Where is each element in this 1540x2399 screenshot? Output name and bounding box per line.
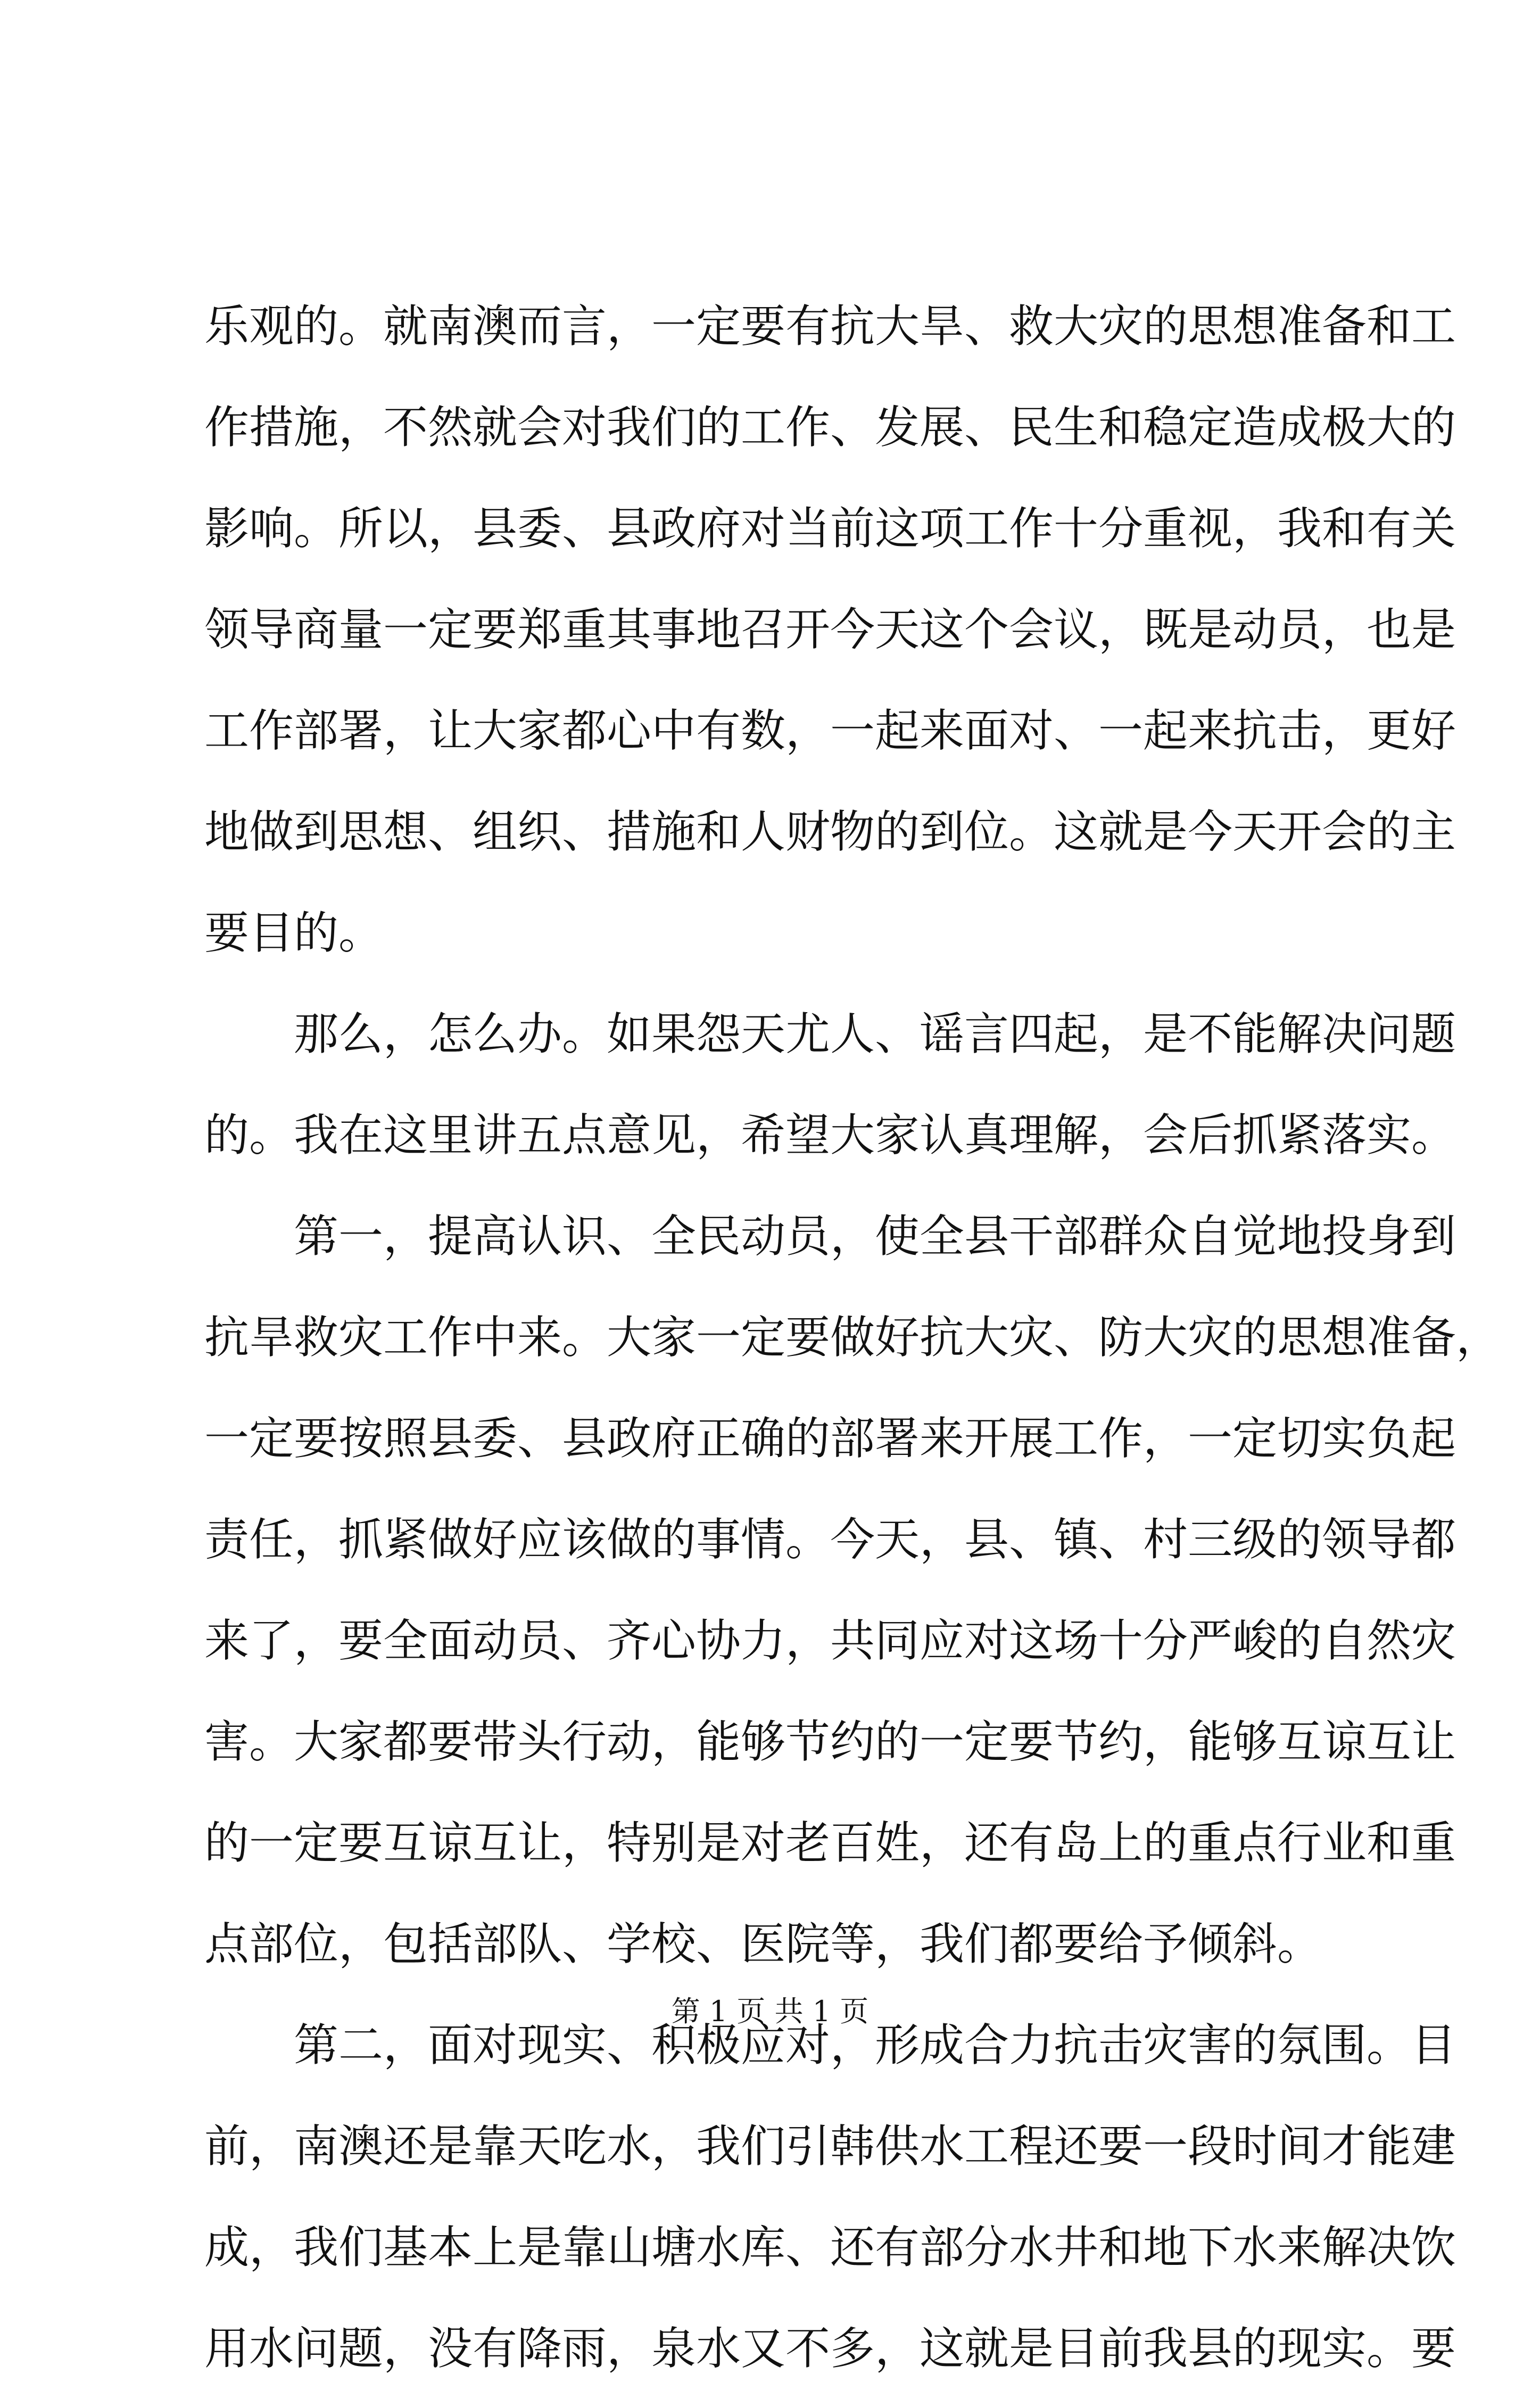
text-line: 领导商量一定要郑重其事地召开今天这个会议，既是动员，也是 [204, 603, 1456, 656]
text-line: 影响。所以，县委、县政府对当前这项工作十分重视，我和有关 [204, 502, 1456, 555]
text-line: 乐观的。就南澳而言，一定要有抗大旱、救大灾的思想准备和工 [204, 300, 1456, 352]
text-line: 来了，要全面动员、齐心协力，共同应对这场十分严峻的自然灾 [204, 1615, 1456, 1667]
paragraph-first-line: 那么，怎么办。如果怨天尤人、谣言四起，是不能解决问题 [294, 1008, 1456, 1060]
text-line: 前，南澳还是靠天吃水，我们引韩供水工程还要一段时间才能建 [204, 2120, 1456, 2172]
text-line: 要目的。 [204, 907, 384, 959]
text-line: 用水问题，没有降雨，泉水又不多，这就是目前我县的现实。要 [204, 2322, 1456, 2375]
text-line: 作措施，不然就会对我们的工作、发展、民生和稳定造成极大的 [204, 401, 1456, 453]
paragraph-first-line: 第一，提高认识、全民动员，使全县干部群众自觉地投身到 [294, 1210, 1456, 1262]
text-line: 害。大家都要带头行动，能够节约的一定要节约，能够互谅互让 [204, 1716, 1456, 1768]
text-line: 的一定要互谅互让，特别是对老百姓，还有岛上的重点行业和重 [204, 1817, 1456, 1869]
text-line: 责任，抓紧做好应该做的事情。今天，县、镇、村三级的领导都 [204, 1513, 1456, 1566]
text-line: 的。我在这里讲五点意见，希望大家认真理解，会后抓紧落实。 [204, 1109, 1456, 1161]
text-line: 地做到思想、组织、措施和人财物的到位。这就是今天开会的主 [204, 806, 1456, 858]
text-line: 抗旱救灾工作中来。大家一定要做好抗大灾、防大灾的思想准备， [204, 1311, 1501, 1363]
document-body [204, 276, 1501, 2399]
paragraph-first-line: 第二，面对现实、积极应对，形成合力抗击灾害的氛围。目 [294, 2019, 1456, 2071]
page-number-footer: 第 1 页 共 1 页 [671, 1995, 869, 2028]
text-line: 点部位，包括部队、学校、医院等，我们都要给予倾斜。 [204, 1918, 1322, 1970]
text-line: 成，我们基本上是靠山塘水库、还有部分水井和地下水来解决饮 [204, 2221, 1456, 2273]
text-line: 工作部署，让大家都心中有数，一起来面对、一起来抗击，更好 [204, 705, 1456, 757]
text-line: 一定要按照县委、县政府正确的部署来开展工作，一定切实负起 [204, 1412, 1456, 1465]
